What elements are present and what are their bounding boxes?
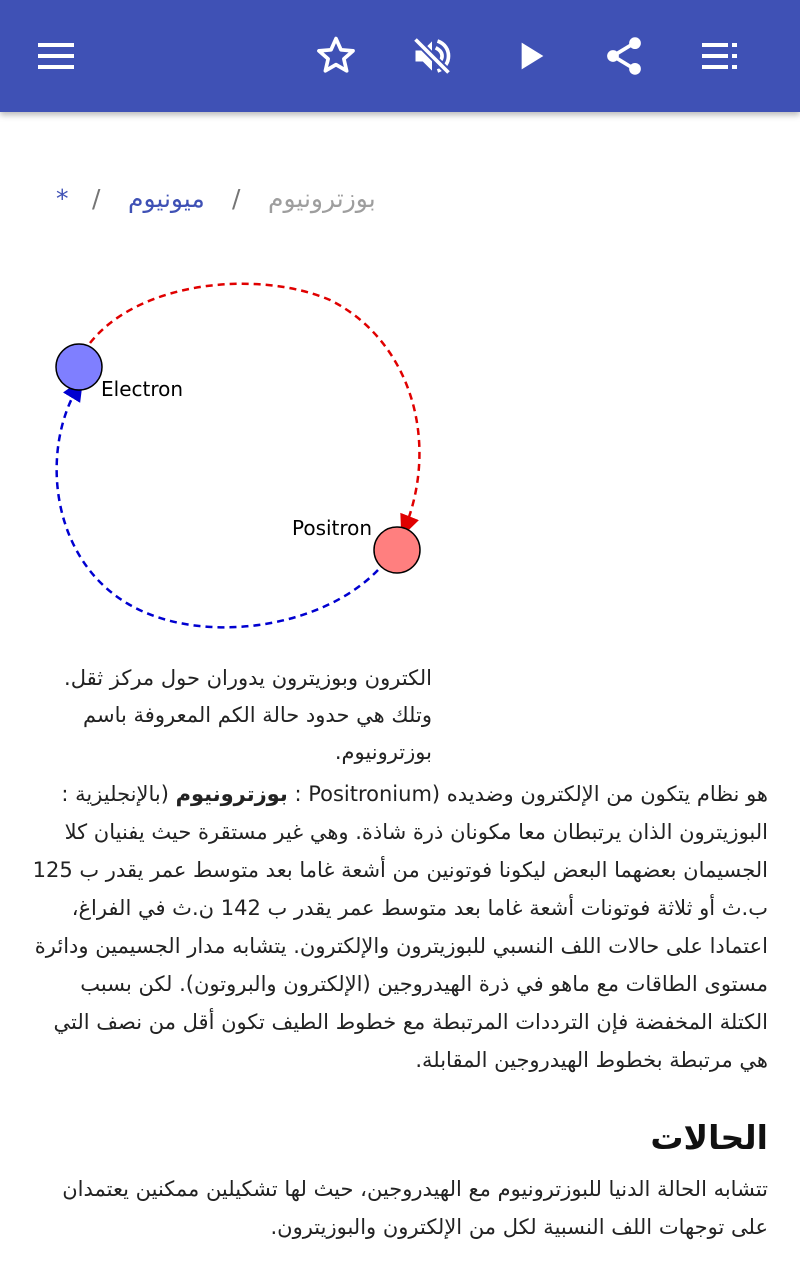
electron-particle <box>56 344 102 390</box>
positron-particle <box>374 527 420 573</box>
article-term: بوزترونيوم <box>175 782 288 806</box>
positronium-diagram <box>0 240 800 660</box>
volume-off-icon[interactable] <box>404 28 460 84</box>
breadcrumb <box>0 178 800 224</box>
article-paragraph <box>32 775 768 1079</box>
play-icon[interactable] <box>502 28 558 84</box>
caption-line: الكترون وبوزيترون يدوران حول مركز ثقل. <box>64 666 432 690</box>
share-icon[interactable] <box>596 28 652 84</box>
hamburger-menu-icon[interactable] <box>28 28 84 84</box>
intro-after: (بالإنجليزية : البوزيترون الذان يرتبطان معا مكونان ذرة شاذة. وهي غير مستقرة حيث يفنيان كلا الجسيمان بعضهما البعض ليكونا فوتونين من أشعة غاما بعد متوسط عمر يقدر ب 125 ب.ث أو ثلاثة فوتونات أشعة غاما بعد متوسط عمر يقدر ب 142 ن.ث في الفراغ، اعتمادا على حالات اللف النسبي للبوزيترون والإلكترون. يتشابه مدار الجسيمين ودائرة مستوى الطاقات مع ماهو في ذرة الهيدروجين (الإلكترون والبروتون). لكن بسبب الكتلة المخفضة فإن الترددات المرتبطة مع خطوط الطيف تكون أقل من نصف التي هي مرتبطة بخطوط الهيدروجين المقابلة. <box>32 782 768 1072</box>
electron-label: Electron <box>101 377 184 401</box>
star-outline-icon[interactable] <box>308 28 364 84</box>
breadcrumb-parent-link[interactable]: ميونيوم <box>128 184 205 213</box>
breadcrumb-separator: / <box>92 184 101 213</box>
section-heading: الحالات <box>650 1118 768 1157</box>
positron-orbit-path <box>57 387 378 627</box>
breadcrumb-current: بوزترونيوم <box>268 184 376 213</box>
breadcrumb-separator: / <box>232 184 241 213</box>
positron-label: Positron <box>292 516 373 540</box>
image-caption <box>32 660 432 771</box>
list-icon[interactable] <box>692 28 748 84</box>
caption-line: وتلك هي حدود حالة الكم المعروفة باسم بوزترونيوم. <box>83 703 432 764</box>
electron-orbit-path <box>90 284 419 528</box>
intro-before: هو نظام يتكون من الإلكترون وضديده (Positronium : <box>294 782 768 806</box>
breadcrumb-root-link[interactable]: * <box>56 184 69 213</box>
section-paragraph: تتشابه الحالة الدنيا للبوزترونيوم مع الهيدروجين، حيث لها تشكيلين ممكنين يعتمدان على توجهات اللف النسبية لكل من الإلكترون والبوزيترون. <box>62 1177 768 1239</box>
app-toolbar <box>0 0 800 112</box>
